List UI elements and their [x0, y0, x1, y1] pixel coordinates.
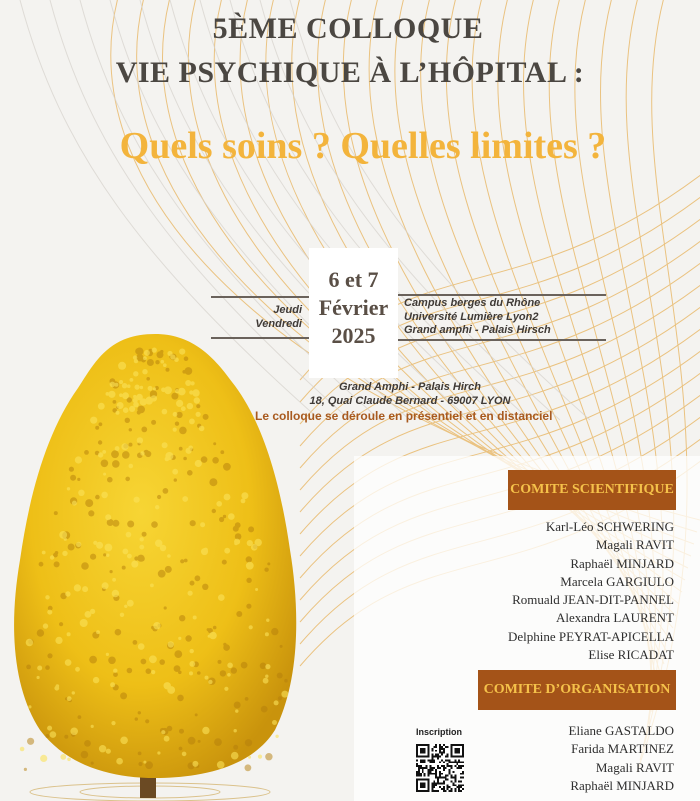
campus-line-3: Grand amphi - Palais Hirsch — [404, 324, 551, 336]
list-item: Raphaël MINJARD — [570, 555, 674, 571]
left-rule-top — [211, 296, 310, 298]
organizing-committee-list — [569, 722, 674, 795]
qr-code-icon[interactable] — [416, 744, 464, 792]
campus-line-1: Campus berges du Rhône — [404, 297, 541, 309]
list-item: Farida MARTINEZ — [571, 741, 674, 757]
campus-info — [404, 297, 551, 338]
date-box — [309, 248, 398, 378]
venue-name: Grand Amphi - Palais Hirch — [338, 381, 481, 393]
list-item: Magali RAVIT — [595, 759, 674, 775]
list-item: Delphine PEYRAT-APICELLA — [508, 628, 674, 644]
list-item: Eliane GASTALDO — [568, 723, 674, 738]
right-rule-bottom — [398, 339, 606, 341]
weekday-2: Vendredi — [255, 317, 302, 330]
title-line-2: VIE PSYCHIQUE À L’HÔPITAL : — [115, 56, 585, 89]
campus-line-2: Université Lumière Lyon2 — [404, 310, 539, 323]
scientific-committee-heading: COMITE SCIENTIFIQUE — [508, 470, 676, 510]
organizing-committee-heading: COMITE D’ORGANISATION — [478, 670, 676, 710]
attendance-notice: Le colloque se déroule en présentiel et en distanciel — [255, 409, 553, 423]
list-item: Alexandra LAURENT — [555, 610, 674, 626]
date-month: Février — [318, 295, 389, 320]
subtitle: Quels soins ? Quelles limites ? — [119, 125, 607, 167]
list-item: Karl-Léo SCHWERING — [545, 519, 674, 534]
venue-address: 18, Quai Claude Bernard - 69007 LYON — [309, 395, 511, 407]
list-item: Romuald JEAN-DIT-PANNEL — [512, 592, 674, 608]
title-line-1: 5ÈME COLLOQUE — [212, 12, 484, 45]
weekdays — [255, 304, 302, 331]
date-days: 6 et 7 — [328, 267, 379, 292]
list-item: Magali RAVIT — [595, 537, 674, 553]
list-item: Elise RICADAT — [588, 647, 674, 663]
scientific-committee-list — [508, 518, 674, 664]
right-rule-top — [398, 294, 606, 296]
date-year: 2025 — [331, 323, 376, 348]
list-item: Raphaël MINJARD — [570, 777, 674, 793]
tree-illustration — [0, 330, 310, 801]
weekday-1: Jeudi — [273, 304, 302, 316]
list-item: Marcela GARGIULO — [560, 573, 674, 589]
inscription-label: Inscription — [416, 727, 463, 737]
